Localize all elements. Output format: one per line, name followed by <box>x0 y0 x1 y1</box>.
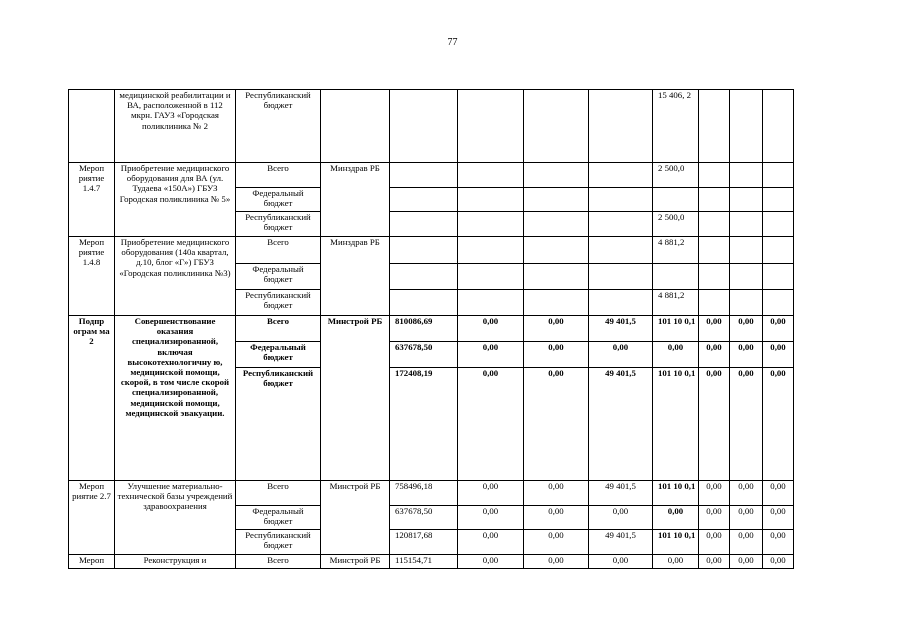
cell <box>458 90 524 163</box>
funding-source: Федеральный бюджет <box>236 188 321 212</box>
cell: 0,00 <box>763 342 794 368</box>
cell: 0,00 <box>458 555 524 569</box>
row-name: Реконструкция и <box>115 555 236 569</box>
row-code: Мероп риятие 1.4.7 <box>69 163 115 237</box>
cell: 0,00 <box>763 506 794 530</box>
funding-source: Всего <box>236 237 321 264</box>
cell: 0,00 <box>524 316 589 342</box>
cell: 0,00 <box>458 506 524 530</box>
cell: 0,00 <box>589 506 653 530</box>
row-code <box>69 90 115 163</box>
funding-source: Всего <box>236 481 321 506</box>
cell <box>699 90 730 163</box>
cell: 0,00 <box>589 555 653 569</box>
cell: 0,00 <box>458 368 524 481</box>
cell: 0,00 <box>763 481 794 506</box>
cell: 101 10 0,1 <box>653 530 699 555</box>
cell: 637678,50 <box>390 506 458 530</box>
cell: 0,00 <box>524 530 589 555</box>
cell: 0,00 <box>524 506 589 530</box>
executor: Минстрой РБ <box>321 316 390 481</box>
cell: 0,00 <box>763 316 794 342</box>
cell: 0,00 <box>730 342 763 368</box>
cell: 0,00 <box>524 368 589 481</box>
cell: 0,00 <box>524 481 589 506</box>
cell: 637678,50 <box>390 342 458 368</box>
cell: 0,00 <box>458 530 524 555</box>
cell: 0,00 <box>763 555 794 569</box>
cell: 0,00 <box>458 342 524 368</box>
cell: 0,00 <box>730 368 763 481</box>
executor: Минздрав РБ <box>321 237 390 316</box>
funding-source: Республиканский бюджет <box>236 290 321 316</box>
cell: 0,00 <box>699 368 730 481</box>
cell: 0,00 <box>699 506 730 530</box>
cell: 115154,71 <box>390 555 458 569</box>
cell: 0,00 <box>458 316 524 342</box>
cell: 15 406, 2 <box>653 90 699 163</box>
table-row <box>69 481 794 506</box>
cell: 0,00 <box>589 342 653 368</box>
cell <box>653 264 699 290</box>
table-row <box>69 555 794 569</box>
cell: 0,00 <box>763 530 794 555</box>
executor: Минздрав РБ <box>321 163 390 237</box>
cell: 0,00 <box>730 555 763 569</box>
cell: 0,00 <box>653 342 699 368</box>
table-row <box>69 163 794 188</box>
funding-source: Федеральный бюджет <box>236 506 321 530</box>
cell: 49 401,5 <box>589 481 653 506</box>
cell <box>589 90 653 163</box>
funding-source: Республиканский бюджет <box>236 368 321 481</box>
funding-source: Республиканский бюджет <box>236 530 321 555</box>
table-row <box>69 237 794 264</box>
budget-table <box>68 89 794 569</box>
cell: 101 10 0,1 <box>653 316 699 342</box>
cell: 758496,18 <box>390 481 458 506</box>
cell: 0,00 <box>699 342 730 368</box>
row-name: Приобретение медицинского оборудования для ВА (ул. Тудаева «150А») ГБУЗ Городская поликлиника № 5» <box>115 163 236 237</box>
funding-source: Республиканский бюджет <box>236 212 321 237</box>
executor: Минстрой РБ <box>321 555 390 569</box>
table-row <box>69 316 794 342</box>
cell <box>524 90 589 163</box>
page-number: 77 <box>447 37 458 48</box>
cell <box>730 90 763 163</box>
cell: 0,00 <box>524 342 589 368</box>
row-code: Подпр ограм ма 2 <box>69 316 115 481</box>
row-name: Улучшение материально-технической базы учреждений здравоохранения <box>115 481 236 555</box>
row-name: Совершенствование оказания специализированной, включая высокотехнологичну ю, медицинской помощи, скорой, в том числе скорой специализированной, медицинской помощи, медицинской эвакуации. <box>115 316 236 481</box>
row-name: Приобретение медицинского оборудования (140а квартал, д.10, блог «Г») ГБУЗ «Городская поликлиника №3) <box>115 237 236 316</box>
cell: 0,00 <box>699 555 730 569</box>
row-code: Мероп риятие 1.4.8 <box>69 237 115 316</box>
funding-source: Федеральный бюджет <box>236 264 321 290</box>
cell: 4 881,2 <box>653 290 699 316</box>
cell: 0,00 <box>458 481 524 506</box>
cell: 0,00 <box>699 316 730 342</box>
cell <box>763 90 794 163</box>
cell: 2 500,0 <box>653 163 699 188</box>
row-code: Мероп риятие 2.7 <box>69 481 115 555</box>
cell: 0,00 <box>699 530 730 555</box>
cell: 101 10 0,1 <box>653 368 699 481</box>
cell: 172408,19 <box>390 368 458 481</box>
cell: 0,00 <box>730 506 763 530</box>
cell: 49 401,5 <box>589 530 653 555</box>
cell <box>653 188 699 212</box>
cell: 0,00 <box>524 555 589 569</box>
cell: 120817,68 <box>390 530 458 555</box>
table-row <box>69 90 794 163</box>
cell: 810086,69 <box>390 316 458 342</box>
cell: 0,00 <box>730 530 763 555</box>
cell: 101 10 0,1 <box>653 481 699 506</box>
cell: 2 500,0 <box>653 212 699 237</box>
row-name: медицинской реабилитации и ВА, расположенной в 112 мкрн. ГАУЗ «Городская поликлиника № 2 <box>115 90 236 163</box>
funding-source: Всего <box>236 163 321 188</box>
funding-source: Республиканский бюджет <box>236 90 321 163</box>
row-code: Мероп <box>69 555 115 569</box>
cell: 0,00 <box>763 368 794 481</box>
executor <box>321 90 390 163</box>
cell: 0,00 <box>653 506 699 530</box>
executor: Минстрой РБ <box>321 481 390 555</box>
cell: 0,00 <box>730 481 763 506</box>
funding-source: Федеральный бюджет <box>236 342 321 368</box>
cell: 0,00 <box>730 316 763 342</box>
funding-source: Всего <box>236 555 321 569</box>
cell: 0,00 <box>653 555 699 569</box>
cell: 4 881,2 <box>653 237 699 264</box>
cell: 0,00 <box>699 481 730 506</box>
cell <box>390 90 458 163</box>
cell: 49 401,5 <box>589 316 653 342</box>
cell: 49 401,5 <box>589 368 653 481</box>
funding-source: Всего <box>236 316 321 342</box>
